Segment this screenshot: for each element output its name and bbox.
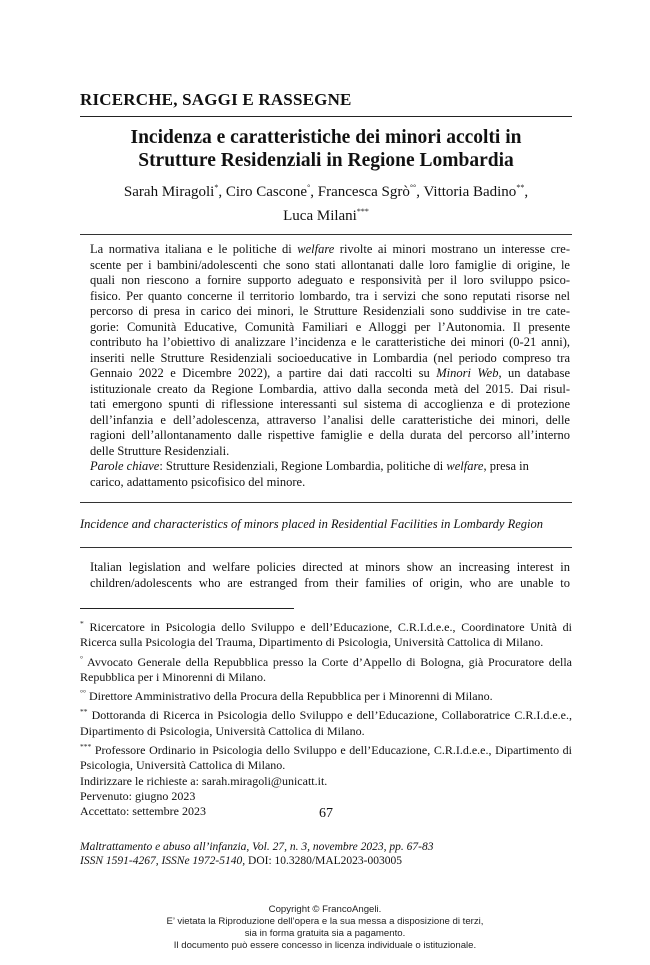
footnote-mark: * [80, 619, 84, 628]
footnote-text: Direttore Amministrativo della Procura della Repubblica per i Minorenni di Milano. [89, 689, 493, 704]
doi: DOI: 10.3280/MAL2023-003005 [245, 855, 402, 867]
accepted-date: Accettato: settembre 2023 [80, 804, 206, 819]
author-mark: * [214, 183, 219, 192]
received-date: Pervenuto: giugno 2023 [80, 788, 196, 803]
abstract-italian-line: Gennaio 2022 e Dicembre 2022), a partire dai dati raccolti su Minori Web, un database [90, 366, 571, 380]
title-line-1: Incidenza e caratteristiche dei minori accolti in [130, 127, 522, 148]
abstract-italian-line: istituzionale creato da Regione Lombardia, attivo dalla seconda metà del 2015. Dai risul- [90, 381, 570, 396]
abstract-english-line: Italian legislation and welfare policies directed at minors show an increasing interest in [90, 560, 570, 574]
abstract-italian-line: tati emergono spunti di riflessione interessanti sul sistema di accoglienza e di protezione [90, 397, 570, 411]
footnote-mark: ** [80, 707, 88, 717]
journal-reference: Maltrattamento e abuso all’infanzia, Vol. 27, n. 3, novembre 2023, pp. 67-83 [80, 841, 434, 853]
abstract-italian-line: contributo ha l’obiettivo di analizzare l’incidenza e le caratteristiche dei minori (0-21 anni), [90, 335, 570, 349]
copyright-line: sia in forma gratuita sia a pagamento. [244, 928, 406, 939]
abstract-italian-line: gorie: Comunità Educative, Comunità Familiari e Alloggi per l’Autonomia. Il presente [90, 319, 570, 334]
abstract-italian-line: inseriti nelle Strutture Residenziali socioeducative in Lombardia (nel periodo compreso tra [90, 350, 570, 365]
abstract-italian-line: La normativa italiana e le politiche di welfare rivolte ai minori mostrano un interesse cre- [90, 242, 570, 256]
abstract-italian-lines [90, 242, 570, 459]
abstract-italian-line: scente per i bambini/adolescenti che sono stati allontanati dalle loro famiglie di origine, le [90, 257, 570, 272]
footnote-text: Dottoranda di Ricerca in Psicologia dello Sviluppo e dell’Educazione, Collaboratrice C.R.I.d.e.e., Dipartimento di Psicologia, Università Cattolica di Milano. [80, 708, 573, 738]
copyright-line: Il documento può essere concesso in licenza individuale o istituzionale. [173, 940, 477, 951]
english-title: Incidence and characteristics of minors placed in Residential Facilities in Lombardy Region [80, 517, 543, 531]
abstract-italian-line: percorso di presa in carico dei minori, le Strutture Residenziali sono suddivise in tre cate- [90, 304, 570, 318]
abstract-english [90, 560, 570, 591]
author-name: Vittoria Badino [423, 184, 517, 200]
journal-citation [80, 840, 572, 868]
abstract-english-line: children/adolescents who are estranged from their families of origin, who are unable to [90, 575, 570, 590]
abstract-italian-line: quali non riescono a fornire supporto adeguato e responsività per il loro sviluppo psico- [90, 273, 570, 287]
footnote-mark: ° [80, 653, 83, 663]
footnote-text: Avvocato Generale della Repubblica presso la Corte d’Appello di Bologna, già Procuratore della Repubblica per i Minorenni di Milano. [80, 654, 573, 684]
section-divider [80, 116, 572, 117]
keywords-label: Parole chiave [90, 459, 160, 473]
section-heading: RICERCHE, SAGGI E RASSEGNE [80, 90, 352, 109]
abstract-bottom-rule [80, 502, 572, 503]
footnote-mark: *** [80, 742, 92, 752]
keywords-text-1: : Strutture Residenziali, Regione Lombardia, politiche di welfare, presa in [159, 459, 529, 473]
english-title-rule [80, 547, 572, 548]
footnote [80, 704, 572, 739]
author-mark: ** [516, 183, 525, 192]
title-line-2: Strutture Residenziali in Regione Lombardia [138, 150, 514, 171]
footnote [80, 651, 572, 686]
footnote-text: Ricercatore in Psicologia dello Sviluppo e dell’Educazione, C.R.I.d.e.e., Coordinatore Unità di Ricerca sulla Psicologia del Trauma, Dipartimento di Psicologia, Università Cattolica di Milano. [80, 620, 573, 650]
author-mark: °° [409, 183, 417, 192]
abstract-italian [90, 242, 570, 490]
footnote [80, 739, 572, 774]
footnote [80, 616, 572, 651]
author-mark: ° [307, 183, 311, 192]
footnote-text: Professore Ordinario in Psicologia dello Sviluppo e dell’Educazione, C.R.I.d.e.e., Dipartimento di Psicologia, Università Cattolica di Milano. [80, 743, 573, 773]
abstract-italian-line: ragioni dell’allontanamento dalle rispettive famiglie e della durata del percorso all’interno [90, 428, 570, 442]
keywords-text-2: carico, adattamento psicofisico del minore. [90, 474, 306, 489]
footnotes [80, 616, 572, 820]
author-name: Luca Milani [283, 208, 357, 224]
author-name: Ciro Cascone [225, 184, 308, 200]
abstract-italian-line: fisico. Per quanto concerne il territorio lombardo, tra i servizi che sono reputati risorse nel [90, 288, 570, 303]
abstract-italian-line: dell’infanzia e dell’adolescenza, attraverso l’analisi delle caratteristiche dei minori, delle [90, 412, 570, 427]
keywords [90, 459, 570, 475]
correspondence-email: Indirizzare le richieste a: sarah.miragoli@unicatt.it. [80, 773, 328, 788]
footnote [80, 685, 572, 704]
abstract-italian-line: delle Strutture Residenziali. [90, 443, 230, 458]
issn: ISSN 1591-4267, ISSNe 1972-5140, [80, 855, 246, 867]
author-name: Sarah Miragoli [123, 184, 215, 200]
author-name: Francesca Sgrò [317, 184, 410, 200]
copyright-notice [0, 904, 650, 952]
copyright-line: E’ vietata la Riproduzione dell’opera e la sua messa a disposizione di terzi, [166, 916, 484, 927]
article-title [80, 126, 572, 172]
footnote-mark: °° [80, 688, 86, 698]
author-mark: *** [356, 207, 369, 216]
footnote-rule [80, 608, 294, 609]
abstract-top-rule [80, 234, 572, 235]
author-list: Sarah Miragoli*, Ciro Cascone°, Francesca Sgrò°°, Vittoria Badino**, Luca Milani*** [123, 183, 529, 224]
page-number: 67 [319, 806, 333, 821]
copyright-line: Copyright © FrancoAngeli. [268, 904, 382, 915]
